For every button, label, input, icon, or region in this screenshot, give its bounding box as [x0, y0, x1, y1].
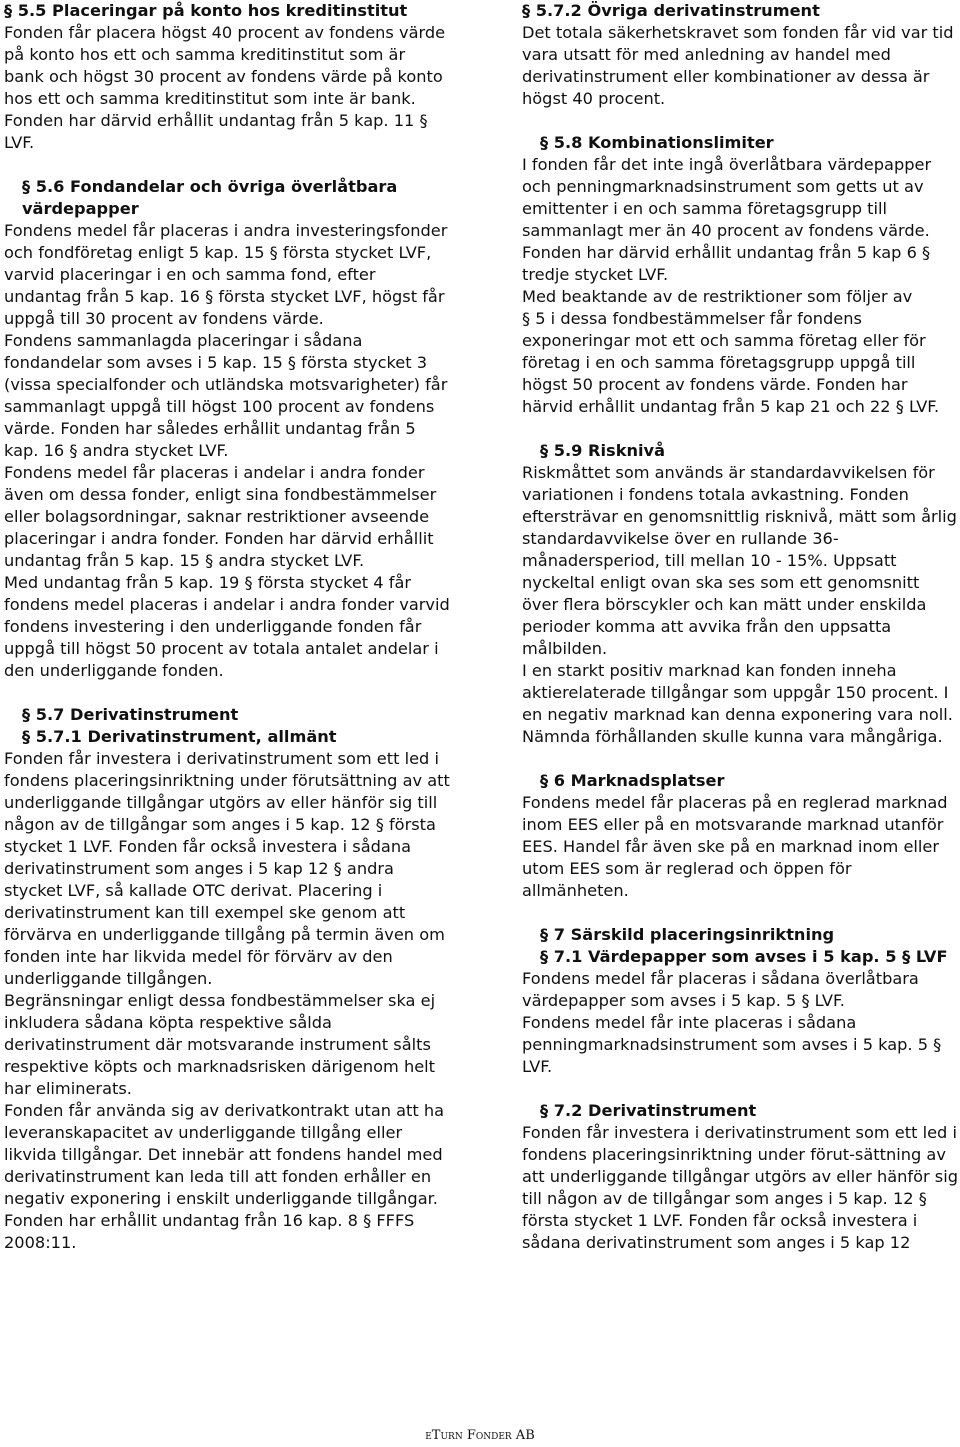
paragraph: Fonden får använda sig av derivatkontrakt utan att ha leveranskapacitet av underliggande tillgång eller likvida tillgångar. Det innebär att fondens handel med derivatinstrument kan leda till att fonden erhåller en negativ exponering i enskilt underliggande tillgångar. Fonden har erhållit undantag från 16 kap. 8 § FFFS 2008:11. — [4, 1101, 445, 1252]
page-footer — [0, 1428, 960, 1444]
paragraph: § 5 i dessa fondbestämmelser får fondens exponeringar mot ett och samma företag eller för företag i en och samma företagsgrupp uppgå till högst 50 procent av fondens värde. Fonden har härvid erhållit undantag från 5 kap 21 och 22 § LVF. — [522, 309, 940, 416]
paragraph: Fonden får investera i derivatinstrument som ett led i fondens placeringsinriktning under förutsättning av att underliggande tillgångar utgörs av eller hänför sig till någon av de tillgångar som anges i 5 kap. 12 § första stycket 1 LVF. Fonden får också investera i sådana derivatinstrument som anges i 5 kap 12 § andra stycket LVF, så kallade OTC derivat. Placering i derivatinstrument kan till exempel ske genom att förvärva en underliggande tillgång på termin även om fonden inte har likvida medel för förvärv av den underliggande tillgången. — [4, 749, 450, 988]
paragraph-spacer — [522, 748, 958, 770]
paragraph-spacer — [522, 418, 958, 440]
section-heading: § 7.1 Värdepapper som avses i 5 kap. 5 § LVF — [540, 947, 948, 966]
paragraph-spacer — [522, 1078, 958, 1100]
left-column — [4, 0, 450, 1254]
paragraph: Begränsningar enligt dessa fondbestämmelser ska ej inkludera sådana köpta respektive sålda derivatinstrument där motsvarande instrument sålts respektive köpts och marknadsrisken därigenom helt har eliminerats. — [4, 991, 436, 1098]
paragraph: Fondens medel får placeras på en reglerad marknad inom EES eller på en motsvarande marknad utanför EES. Handel får även ske på en marknad inom eller utom EES som är reglerad och öppen för allmänheten. — [522, 793, 948, 900]
paragraph: Fondens sammanlagda placeringar i sådana fondandelar som avses i 5 kap. 15 § första stycket 3 (vissa specialfonder och utländska motsvarigheter) får sammanlagt uppgå till högst 100 procent av fondens värde. Fonden har således erhållit undantag från 5 kap. 16 § andra stycket LVF. — [4, 331, 448, 460]
paragraph: Fondens medel får placeras i andelar i andra fonder även om dessa fonder, enligt sina fondbestämmelser eller bolagsordningar, saknar restriktioner avseende placeringar i andra fonder. Fonden har därvid erhållit undantag från 5 kap. 15 § andra stycket LVF. — [4, 463, 437, 570]
footer-company-name: eTurn Fonder AB — [425, 1428, 535, 1443]
paragraph: I en starkt positiv marknad kan fonden inneha aktierelaterade tillgångar som uppgår 150 procent. I en negativ marknad kan denna exponering vara noll. Nämnda förhållanden skulle kunna vara mångåriga. — [522, 661, 953, 746]
paragraph: Fondens medel får placeras i sådana överlåtbara värdepapper som avses i 5 kap. 5 § LVF. — [522, 969, 919, 1010]
section-heading: § 5.8 Kombinationslimiter — [540, 133, 774, 152]
paragraph: Med beaktande av de restriktioner som följer av — [522, 287, 913, 306]
paragraph: Fondens medel får placeras i andra investeringsfonder och fondföretag enligt 5 kap. 15 § första stycket LVF, varvid placeringar i en och samma fond, efter undantag från 5 kap. 16 § första stycket LVF, högst får uppgå till 30 procent av fondens värde. — [4, 221, 448, 328]
paragraph: Fondens medel får inte placeras i sådana penningmarknadsinstrument som avses i 5 kap. 5 § LVF. — [522, 1013, 942, 1076]
section-heading: § 5.7 Derivatinstrument — [22, 705, 239, 724]
paragraph: Riskmåttet som används är standardavvikelsen för variationen i fondens totala avkastning. Fonden eftersträvar en genomsnittlig risknivå, mätt som årlig standardavvikelse över en rullande 36-månadersperiod, till mellan 10 - 15%. Uppsatt nyckeltal enligt ovan ska ses som ett genomsnitt över flera börscykler och kan mätt under enskilda perioder komma att avvika från den uppsatta målbilden. — [522, 463, 957, 658]
section-heading: § 6 Marknadsplatser — [540, 771, 725, 790]
paragraph: Det totala säkerhetskravet som fonden får vid var tid vara utsatt för med anledning av handel med derivatinstrument eller kombinationer av dessa är högst 40 procent. — [522, 23, 954, 108]
section-heading: § 5.7.1 Derivatinstrument, allmänt — [22, 727, 337, 746]
right-column — [522, 0, 958, 1254]
section-heading: § 5.9 Risknivå — [540, 441, 666, 460]
paragraph-spacer — [4, 682, 450, 704]
paragraph: Med undantag från 5 kap. 19 § första stycket 4 får fondens medel placeras i andelar i andra fonder varvid fondens investering i den underliggande fonden får uppgå till högst 50 procent av totala antalet andelar i den underliggande fonden. — [4, 573, 450, 680]
paragraph: Fonden får placera högst 40 procent av fondens värde på konto hos ett och samma kreditinstitut som är bank och högst 30 procent av fondens värde på konto hos ett och samma kreditinstitut som inte är bank. Fonden har därvid erhållit undantag från 5 kap. 11 § LVF. — [4, 23, 446, 152]
paragraph-spacer — [522, 110, 958, 132]
paragraph: I fonden får det inte ingå överlåtbara värdepapper och penningmarknadsinstrument som getts ut av emittenter i en och samma företagsgrupp till sammanlagt mer än 40 procent av fondens värde. Fonden har därvid erhållit undantag från 5 kap 6 § tredje stycket LVF. — [522, 155, 932, 284]
section-heading: § 5.6 Fondandelar och övriga överlåtbara värdepapper — [22, 177, 398, 218]
paragraph: Fonden får investera i derivatinstrument som ett led i fondens placeringsinriktning under förut-sättning av att underliggande tillgångar utgörs av eller hänför sig till någon av de tillgångar som anges i 5 kap. 12 § första stycket 1 LVF. Fonden får också investera i sådana derivatinstrument som anges i 5 kap 12 — [522, 1123, 958, 1252]
paragraph-spacer — [522, 902, 958, 924]
paragraph-spacer — [4, 154, 450, 176]
section-heading: § 5.5 Placeringar på konto hos kreditinstitut — [4, 1, 408, 20]
section-heading: § 7 Särskild placeringsinriktning — [540, 925, 835, 944]
section-heading: § 7.2 Derivatinstrument — [540, 1101, 757, 1120]
section-heading: § 5.7.2 Övriga derivatinstrument — [522, 1, 820, 20]
